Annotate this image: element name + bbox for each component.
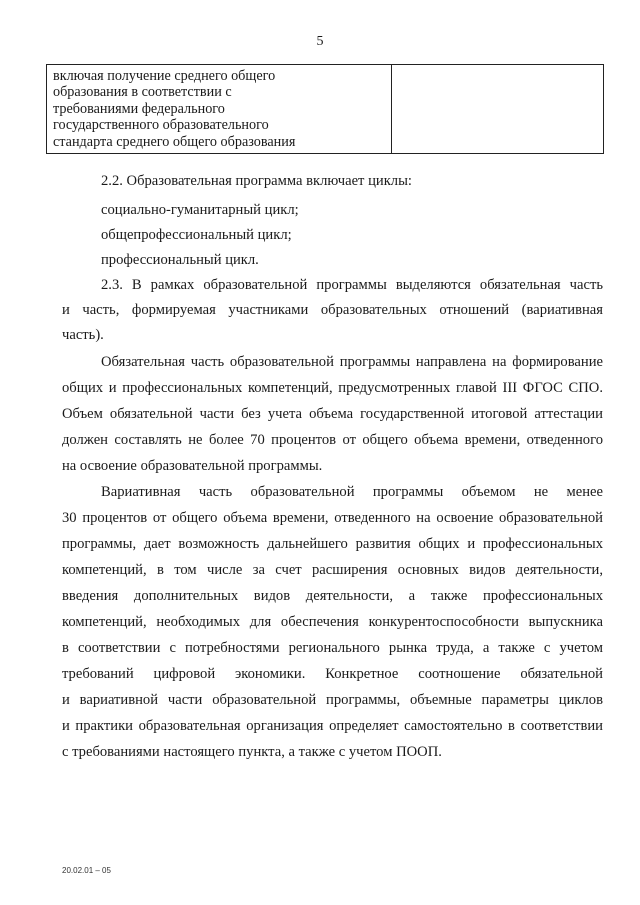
paragraph-variable-line: компетенций, необходимых для обеспечения конкурентоспособности выпускника (62, 614, 603, 630)
paragraph-variable-line: требований цифровой экономики. Конкретное соотношение обязательной (62, 666, 603, 682)
table-cell-line: государственного образовательного (53, 117, 269, 134)
continued-table (46, 64, 604, 154)
paragraph-2-3-line: часть). (62, 327, 104, 343)
list-item-cycle: социально-гуманитарный цикл; (101, 202, 299, 218)
paragraph-mandatory-line: на освоение образовательной программы. (62, 458, 323, 474)
table-cell-description (47, 65, 392, 154)
table-cell-line: требованиями федерального (53, 100, 225, 117)
paragraph-variable-line: и практики образовательная организация определяет самостоятельно в соответствии (62, 718, 603, 734)
paragraph-2-3-line: 2.3. В рамках образовательной программы выделяются обязательная часть (101, 277, 603, 293)
paragraph-mandatory-line: общих и профессиональных компетенций, предусмотренных главой III ФГОС СПО. (62, 380, 603, 396)
paragraph-variable-line: 30 процентов от общего объема времени, отведенного на освоение образовательной (62, 510, 603, 526)
paragraph-variable-line: в соответствии с потребностями регионального рынка труда, а также с учетом (62, 640, 603, 656)
paragraph-mandatory-line: Объем обязательной части без учета объема государственной итоговой аттестации (62, 406, 603, 422)
table-cell-line: стандарта среднего общего образования (53, 133, 296, 150)
paragraph-variable-line: компетенций, в том числе за счет расширения основных видов деятельности, (62, 562, 603, 578)
table-cell-line: включая получение среднего общего (53, 68, 276, 84)
paragraph-variable-line: и вариативной части образовательной программы, объемные параметры циклов (62, 692, 603, 708)
paragraph-variable-line: программы, дает возможность дальнейшего развития общих и профессиональных (62, 536, 603, 552)
list-item-cycle: общепрофессиональный цикл; (101, 227, 292, 243)
paragraph-variable-line: Вариативная часть образовательной программы объемом не менее (101, 484, 603, 500)
footer-code: 20.02.01 – 05 (62, 866, 111, 875)
paragraph-variable-line: введения дополнительных видов деятельности, а также профессиональных (62, 588, 603, 604)
paragraph-mandatory-line: должен составлять не более 70 процентов от общего объема времени, отведенного (62, 432, 603, 448)
paragraph-2-3-line: и часть, формируемая участниками образовательных отношений (вариативная (62, 302, 603, 318)
table-row (47, 65, 604, 154)
table-cell-line: образования в соответствии с (53, 84, 232, 101)
table-cell-empty (391, 65, 603, 154)
paragraph-2-2: 2.2. Образовательная программа включает циклы: (101, 173, 412, 189)
page-number: 5 (316, 34, 324, 49)
paragraph-variable-line: с требованиями настоящего пункта, а также с учетом ПООП. (62, 744, 442, 760)
list-item-cycle: профессиональный цикл. (101, 252, 259, 268)
paragraph-mandatory-line: Обязательная часть образовательной программы направлена на формирование (101, 354, 603, 370)
